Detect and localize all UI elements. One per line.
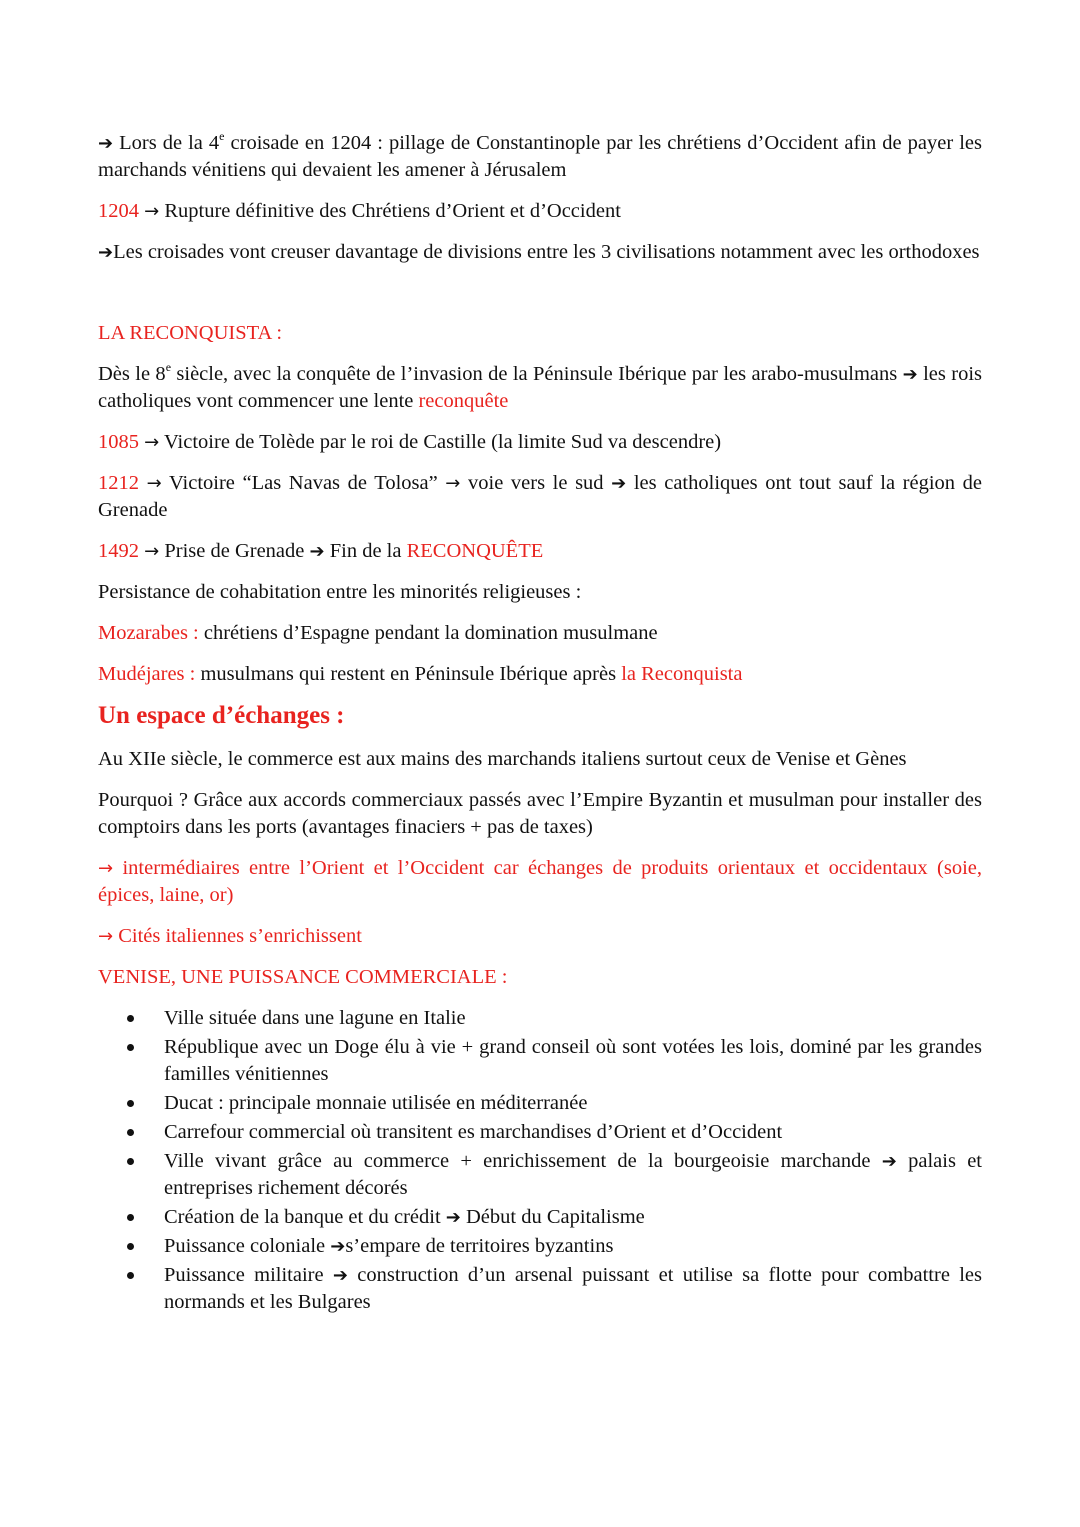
trade-paragraph-3: → intermédiaires entre l’Orient et l’Occident car échanges de produits orientaux et occidentaux (soie, épices, laine, or)	[98, 857, 983, 906]
crusade-divisions-paragraph: ➔Les croisades vont creuser davantage de divisions entre les 3 civilisations notamment avec les orthodoxes	[98, 241, 980, 263]
mudejares-definition: Mudéjares : musulmans qui restent en Péninsule Ibérique après la Reconquista	[98, 663, 743, 685]
event-1212: 1212 → Victoire “Las Navas de Tolosa” → voie vers le sud ➔ les catholiques ont tout sauf la région de Grenade	[98, 472, 982, 521]
thin-arrow-icon: →	[146, 473, 162, 494]
list-item: Puissance militaire ➔ construction d’un arsenal puissant et utilise sa flotte pour combattre les normands et les Bulgares	[98, 1262, 982, 1316]
event-1492: 1492 → Prise de Grenade ➔ Fin de la RECONQUÊTE	[98, 540, 544, 562]
crusade-fourth-paragraph: ➔ Lors de la 4e croisade en 1204 : pillage de Constantinople par les chrétiens d’Occident afin de payer les marchands vénitiens qui devaient les amener à Jérusalem	[98, 129, 982, 181]
date-1204: 1204	[98, 200, 139, 222]
reconquista-intro: Dès le 8e siècle, avec la conquête de l’invasion de la Péninsule Ibérique par les arabo-musulmans ➔ les rois catholiques vont commencer une lente reconquête	[98, 360, 982, 412]
list-item: République avec un Doge élu à vie + grand conseil où sont votées les lois, dominé par les grandes familles vénitiennes	[98, 1034, 982, 1088]
thin-arrow-icon: →	[144, 201, 160, 222]
trade-paragraph-1: Au XIIe siècle, le commerce est aux mains des marchands italiens surtout ceux de Venise et Gènes	[98, 748, 907, 770]
document-content	[98, 130, 982, 1316]
thin-arrow-icon: →	[445, 473, 461, 494]
list-item: Puissance coloniale ➔s’empare de territoires byzantins	[98, 1233, 982, 1260]
bold-arrow-icon: ➔	[98, 133, 114, 154]
thin-arrow-icon: →	[98, 858, 114, 879]
thin-arrow-icon: →	[98, 926, 114, 947]
bold-arrow-icon: ➔	[902, 364, 918, 385]
list-item: Création de la banque et du crédit ➔ Début du Capitalisme	[98, 1204, 982, 1231]
bold-arrow-icon: ➔	[309, 541, 325, 562]
bold-arrow-icon: ➔	[445, 1207, 461, 1228]
mozarabes-definition: Mozarabes : chrétiens d’Espagne pendant la domination musulmane	[98, 622, 658, 644]
list-item: Ville vivant grâce au commerce + enrichissement de la bourgeoisie marchande ➔ palais et entreprises richement décorés	[98, 1148, 982, 1202]
venice-bullet-list	[98, 1005, 982, 1316]
event-1085: 1085 → Victoire de Tolède par le roi de Castille (la limite Sud va descendre)	[98, 431, 722, 453]
thin-arrow-icon: →	[144, 432, 160, 453]
bold-arrow-icon: ➔	[332, 1265, 348, 1286]
list-item: Ville située dans une lagune en Italie	[98, 1005, 982, 1032]
trade-heading: Un espace d’échanges :	[98, 702, 345, 729]
persistence-line: Persistance de cohabitation entre les minorités religieuses :	[98, 581, 582, 603]
bold-arrow-icon: ➔	[330, 1236, 346, 1257]
trade-paragraph-4: → Cités italiennes s’enrichissent	[98, 925, 362, 947]
reconquista-title: LA RECONQUISTA :	[98, 322, 283, 344]
bold-arrow-icon: ➔	[881, 1151, 897, 1172]
list-item: Carrefour commercial où transitent es marchandises d’Orient et d’Occident	[98, 1119, 982, 1146]
list-item: Ducat : principale monnaie utilisée en méditerranée	[98, 1090, 982, 1117]
thin-arrow-icon: →	[144, 541, 160, 562]
bold-arrow-icon: ➔	[611, 473, 627, 494]
venice-title: VENISE, UNE PUISSANCE COMMERCIALE :	[98, 966, 508, 988]
bold-arrow-icon: ➔	[98, 242, 114, 263]
trade-paragraph-2: Pourquoi ? Grâce aux accords commerciaux passés avec l’Empire Byzantin et musulman pour installer des comptoirs dans les ports (avantages finaciers + pas de taxes)	[98, 789, 982, 838]
rupture-line: 1204 → Rupture définitive des Chrétiens d’Orient et d’Occident	[98, 200, 621, 222]
